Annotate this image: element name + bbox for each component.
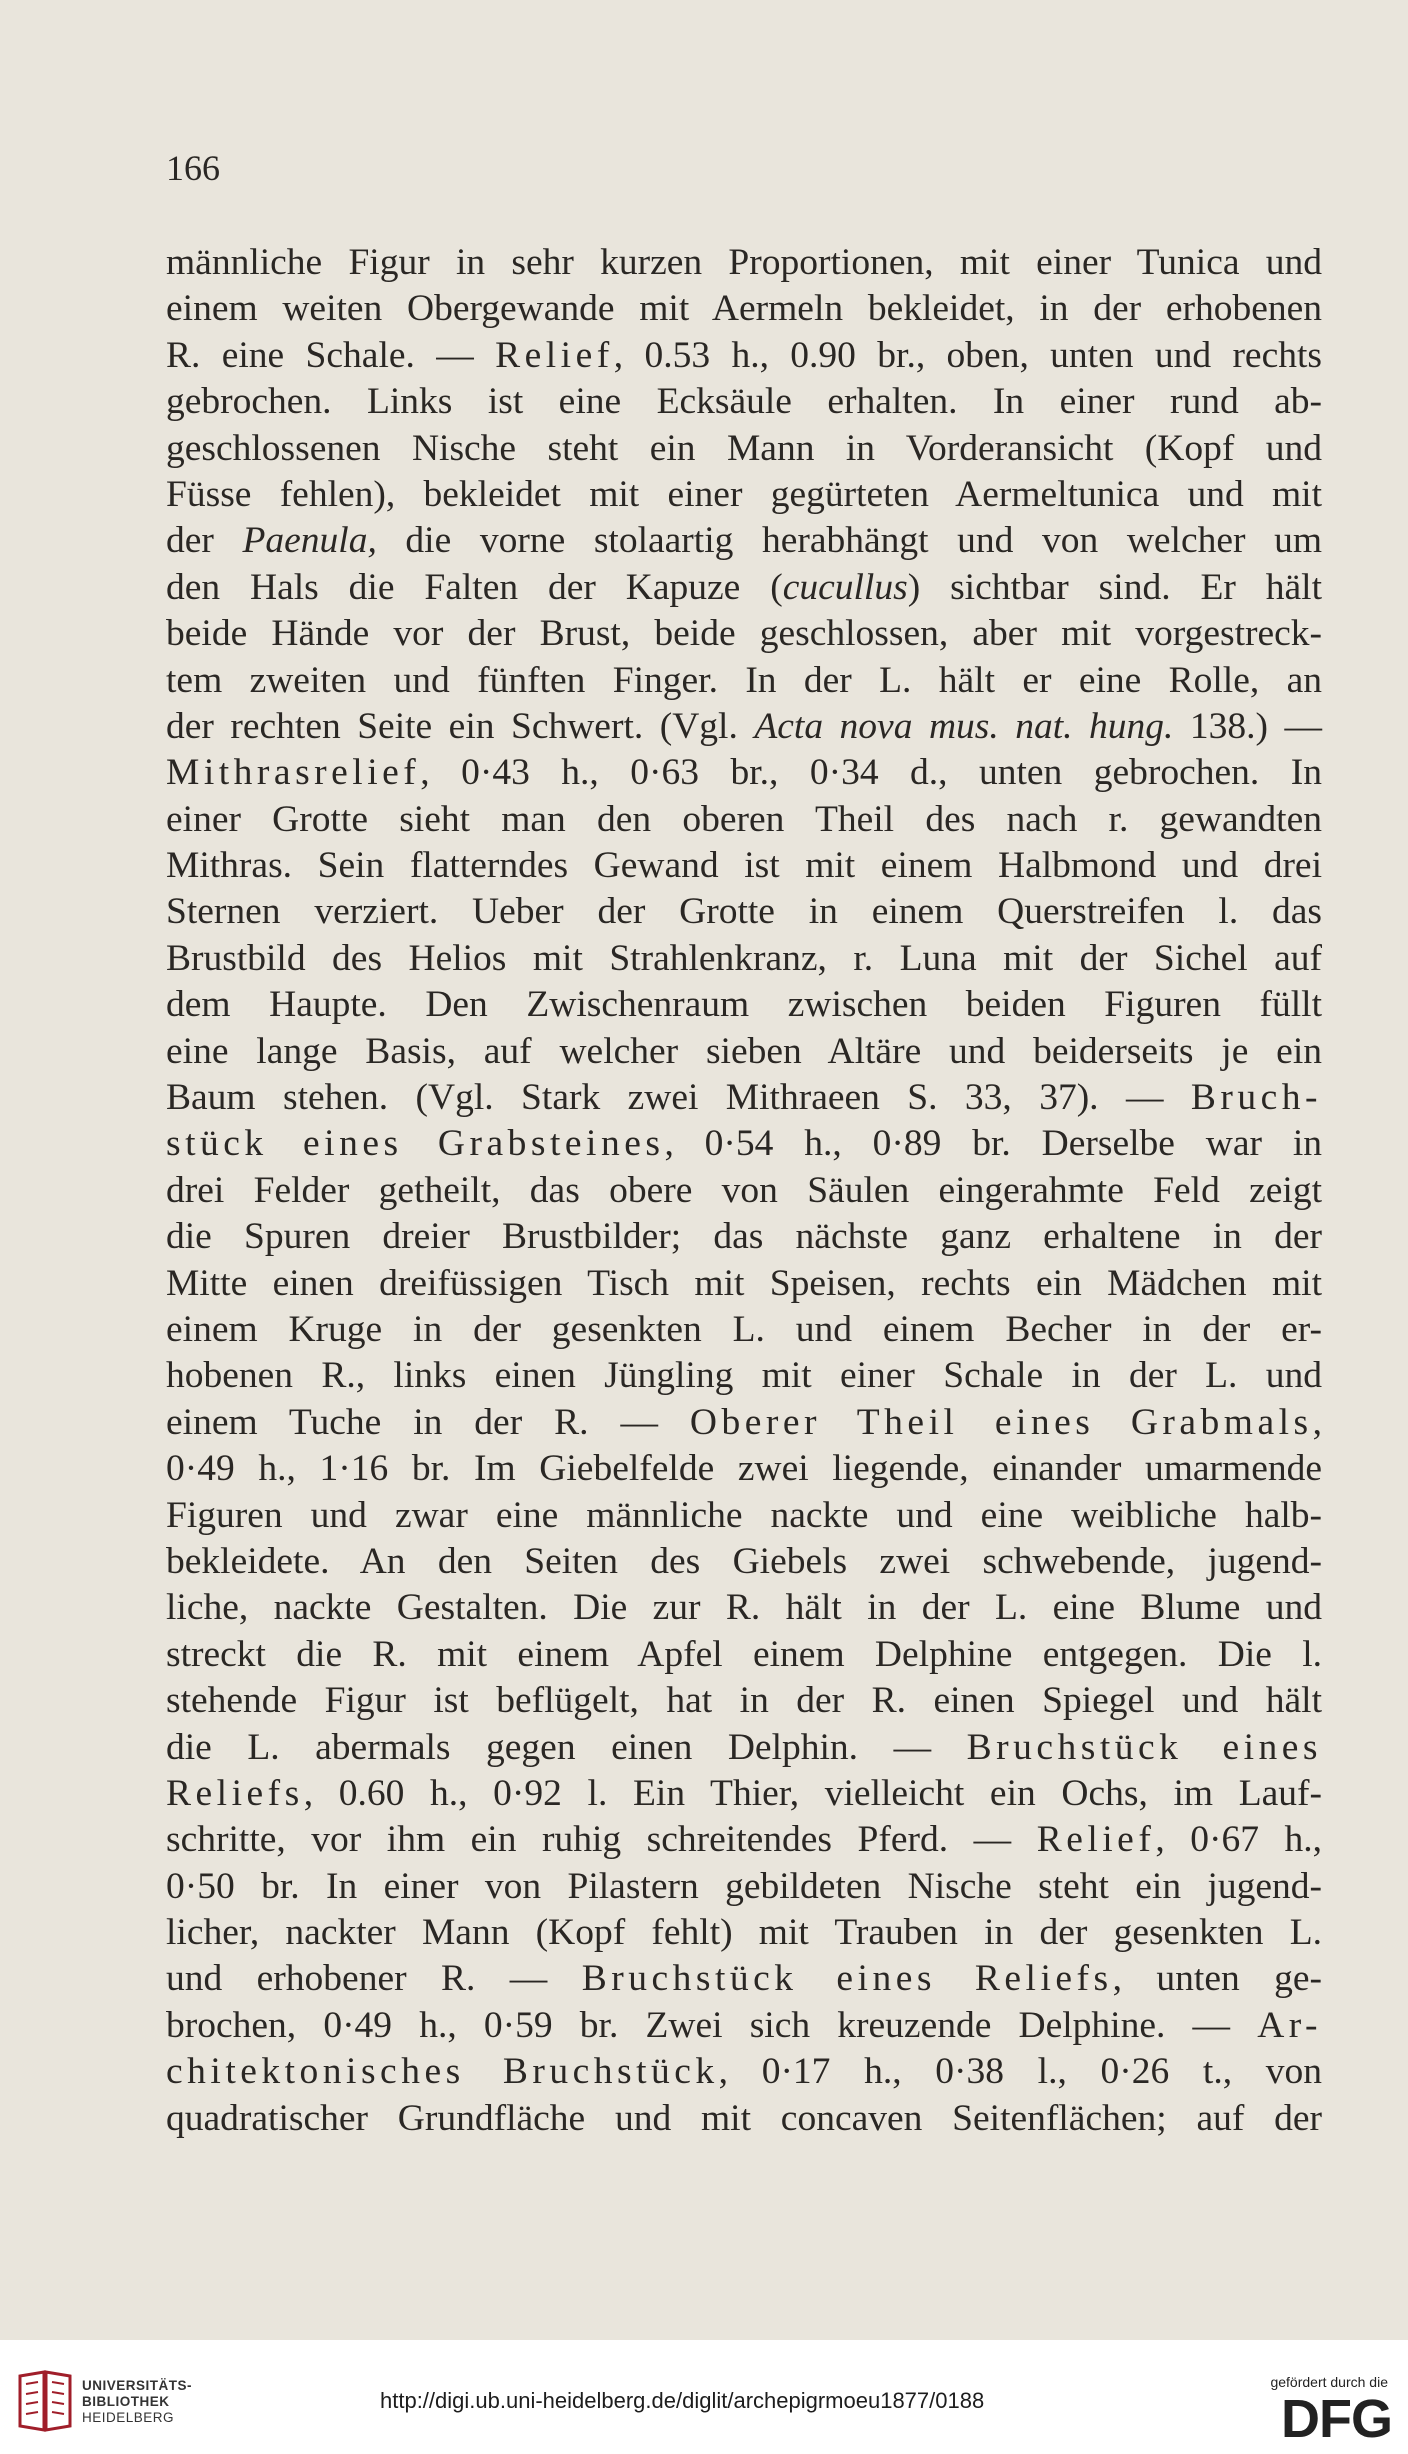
- text-line: [166, 1864, 1322, 1910]
- text-run: einem weiten Obergewande mit Aermeln bekleidet, in der erhobenen: [166, 288, 1322, 330]
- italic-run: cucullus: [782, 566, 908, 608]
- text-run: , 0·17 h., 0·38 l., 0·26 t., von: [718, 2051, 1322, 2093]
- text-run: , 0.60 h., 0·92 l. Ein Thier, vielleicht ein Ochs, im Lauf-: [303, 1772, 1322, 1814]
- text-run: Füsse fehlen), bekleidet mit einer gegürteten Aermeltunica und mit: [166, 473, 1322, 515]
- spaced-heading-run: Ar-: [1257, 2004, 1322, 2046]
- text-line: [166, 2003, 1322, 2049]
- text-run: tem zweiten und fünften Finger. In der L. hält er eine Rolle, an: [166, 659, 1322, 701]
- text-line: [166, 889, 1322, 935]
- text-line: [166, 379, 1322, 425]
- text-run: licher, nackter Mann (Kopf fehlt) mit Trauben in der gesenkten L.: [166, 1912, 1322, 1954]
- text-line: [166, 1168, 1322, 1214]
- text-line: [166, 1632, 1322, 1678]
- text-run: streckt die R. mit einem Apfel einem Delphine entgegen. Die l.: [166, 1633, 1322, 1675]
- spaced-heading-run: Reliefs: [166, 1772, 304, 1814]
- text-line: [166, 1353, 1322, 1399]
- text-run: geschlossenen Nische steht ein Mann in Vorderansicht (Kopf und: [166, 427, 1322, 469]
- text-run: die Spuren dreier Brustbilder; das nächste ganz erhaltene in der: [166, 1216, 1322, 1258]
- text-run: Mithras. Sein flatterndes Gewand ist mit einem Halbmond und drei: [166, 845, 1322, 887]
- text-run: bekleidete. An den Seiten des Giebels zwei schwebende, jugend-: [166, 1540, 1322, 1582]
- text-run: Mitte einen dreifüssigen Tisch mit Speisen, rechts ein Mädchen mit: [166, 1262, 1322, 1304]
- text-line: [166, 1261, 1322, 1307]
- text-line: [166, 1075, 1322, 1121]
- text-line: [166, 1121, 1322, 1167]
- institution-line-1: UNIVERSITÄTS-: [82, 2378, 193, 2393]
- spaced-heading-run: Bruch-: [1190, 1077, 1322, 1119]
- dfg-logo: DFG: [1281, 2389, 1392, 2449]
- text-run: männliche Figur in sehr kurzen Proportionen, mit einer Tunica und: [166, 242, 1322, 283]
- text-line: [166, 1307, 1322, 1353]
- text-run: die L. abermals gegen einen Delphin. —: [166, 1726, 967, 1768]
- text-run: , 0·43 h., 0·63 br., 0·34 d., unten gebrochen. In: [420, 752, 1322, 794]
- text-run: , 0.53 h., 0.90 br., oben, unten und rechts: [613, 334, 1322, 376]
- text-line: [166, 1817, 1322, 1863]
- text-line: [166, 1956, 1322, 2002]
- text-run: ,: [1312, 1401, 1322, 1443]
- text-run: Sternen verziert. Ueber der Grotte in einem Querstreifen l. das: [166, 891, 1322, 933]
- text-run: ) sichtbar sind. Er hält: [907, 566, 1322, 608]
- text-line: [166, 843, 1322, 889]
- text-run: beide Hände vor der Brust, beide geschlossen, aber mit vorgestreck-: [166, 613, 1322, 655]
- university-library-logo-icon: [14, 2370, 76, 2434]
- text-line: [166, 2049, 1322, 2095]
- text-line: [166, 1725, 1322, 1771]
- institution-line-3: HEIDELBERG: [82, 2410, 175, 2425]
- text-run: die vorne stolaartig herabhängt und von welcher um: [376, 520, 1322, 562]
- text-run: den Hals die Falten der Kapuze (: [166, 566, 783, 608]
- text-line: [166, 2096, 1322, 2142]
- text-line: [166, 797, 1322, 843]
- text-run: der: [166, 520, 243, 562]
- spaced-heading-run: Bruchstück eines Reliefs: [581, 1958, 1113, 2000]
- text-run: und erhobener R. —: [166, 1958, 582, 2000]
- text-run: Brustbild des Helios mit Strahlenkranz, r. Luna mit der Sichel auf: [166, 937, 1322, 979]
- text-run: 138.) —: [1173, 705, 1322, 747]
- text-line: [166, 518, 1322, 564]
- spaced-heading-run: Relief: [1036, 1819, 1156, 1861]
- spaced-heading-run: Oberer Theil eines Grabmals: [689, 1401, 1313, 1443]
- text-line: [166, 1539, 1322, 1585]
- text-run: quadratischer Grundfläche und mit concaven Seitenflächen; auf der: [166, 2097, 1322, 2139]
- text-line: [166, 1771, 1322, 1817]
- italic-run: Paenula,: [242, 520, 377, 562]
- text-line: [166, 1214, 1322, 1260]
- text-run: schritte, vor ihm ein ruhig schreitendes Pferd. —: [166, 1819, 1037, 1861]
- text-line: [166, 1493, 1322, 1539]
- text-run: , 0·54 h., 0·89 br. Derselbe war in: [664, 1123, 1322, 1165]
- text-line: [166, 333, 1322, 379]
- text-line: [166, 936, 1322, 982]
- text-line: [166, 611, 1322, 657]
- text-run: 0·49 h., 1·16 br. Im Giebelfelde zwei liegende, einander umarmende: [166, 1448, 1322, 1490]
- text-line: [166, 472, 1322, 518]
- text-line: [166, 1678, 1322, 1724]
- text-line: [166, 704, 1322, 750]
- text-run: der rechten Seite ein Schwert. (Vgl.: [166, 705, 755, 747]
- text-line: [166, 426, 1322, 472]
- italic-run: Acta nova mus. nat. hung.: [754, 705, 1174, 747]
- text-run: einem Kruge in der gesenkten L. und einem Becher in der er-: [166, 1308, 1322, 1350]
- text-line: [166, 1029, 1322, 1075]
- text-run: dem Haupte. Den Zwischenraum zwischen beiden Figuren füllt: [166, 984, 1322, 1026]
- text-run: , unten ge-: [1112, 1958, 1323, 2000]
- spaced-heading-run: Relief: [495, 334, 614, 376]
- institution-name: [82, 2378, 192, 2426]
- text-run: liche, nackte Gestalten. Die zur R. hält in der L. eine Blume und: [166, 1587, 1322, 1629]
- text-line: [166, 565, 1322, 611]
- text-line: [166, 1400, 1322, 1446]
- spaced-heading-run: Mithrasrelief: [166, 752, 421, 794]
- text-line: [166, 286, 1322, 332]
- text-run: R. eine Schale. —: [166, 334, 496, 376]
- text-run: brochen, 0·49 h., 0·59 br. Zwei sich kreuzende Delphine. —: [166, 2004, 1258, 2046]
- text-run: drei Felder getheilt, das obere von Säulen eingerahmte Feld zeigt: [166, 1169, 1322, 1211]
- funding-note: gefördert durch die: [1270, 2374, 1388, 2390]
- text-run: einem Tuche in der R. —: [166, 1401, 690, 1443]
- page-number: 166: [166, 148, 220, 188]
- text-run: , 0·67 h.,: [1155, 1819, 1322, 1861]
- footer: [0, 2340, 1408, 2454]
- spaced-heading-run: stück eines Grabsteines: [166, 1123, 665, 1165]
- text-run: eine lange Basis, auf welcher sieben Altäre und beiderseits je ein: [166, 1030, 1322, 1072]
- body-text: [166, 240, 1322, 2142]
- text-line: [166, 240, 1322, 286]
- institution-line-2: BIBLIOTHEK: [82, 2394, 170, 2409]
- text-line: [166, 982, 1322, 1028]
- text-run: Figuren und zwar eine männliche nackte und eine weibliche halb-: [166, 1494, 1322, 1536]
- spaced-heading-run: chitektonisches Bruchstück: [166, 2051, 719, 2093]
- text-line: [166, 1585, 1322, 1631]
- text-run: Baum stehen. (Vgl. Stark zwei Mithraeen S. 33, 37). —: [166, 1077, 1191, 1119]
- text-run: stehende Figur ist beflügelt, hat in der R. einen Spiegel und hält: [166, 1680, 1322, 1722]
- text-line: [166, 658, 1322, 704]
- text-run: gebrochen. Links ist eine Ecksäule erhalten. In einer rund ab-: [166, 381, 1322, 423]
- text-line: [166, 1910, 1322, 1956]
- text-run: 0·50 br. In einer von Pilastern gebildeten Nische steht ein jugend-: [166, 1865, 1322, 1907]
- spaced-heading-run: Bruchstück eines: [966, 1726, 1322, 1768]
- text-line: [166, 1446, 1322, 1492]
- text-run: einer Grotte sieht man den oberen Theil des nach r. gewandten: [166, 798, 1322, 840]
- text-run: hobenen R., links einen Jüngling mit einer Schale in der L. und: [166, 1355, 1322, 1397]
- text-line: [166, 750, 1322, 796]
- source-url-link[interactable]: http://digi.ub.uni-heidelberg.de/diglit/archepigrmoeu1877/0188: [380, 2388, 985, 2413]
